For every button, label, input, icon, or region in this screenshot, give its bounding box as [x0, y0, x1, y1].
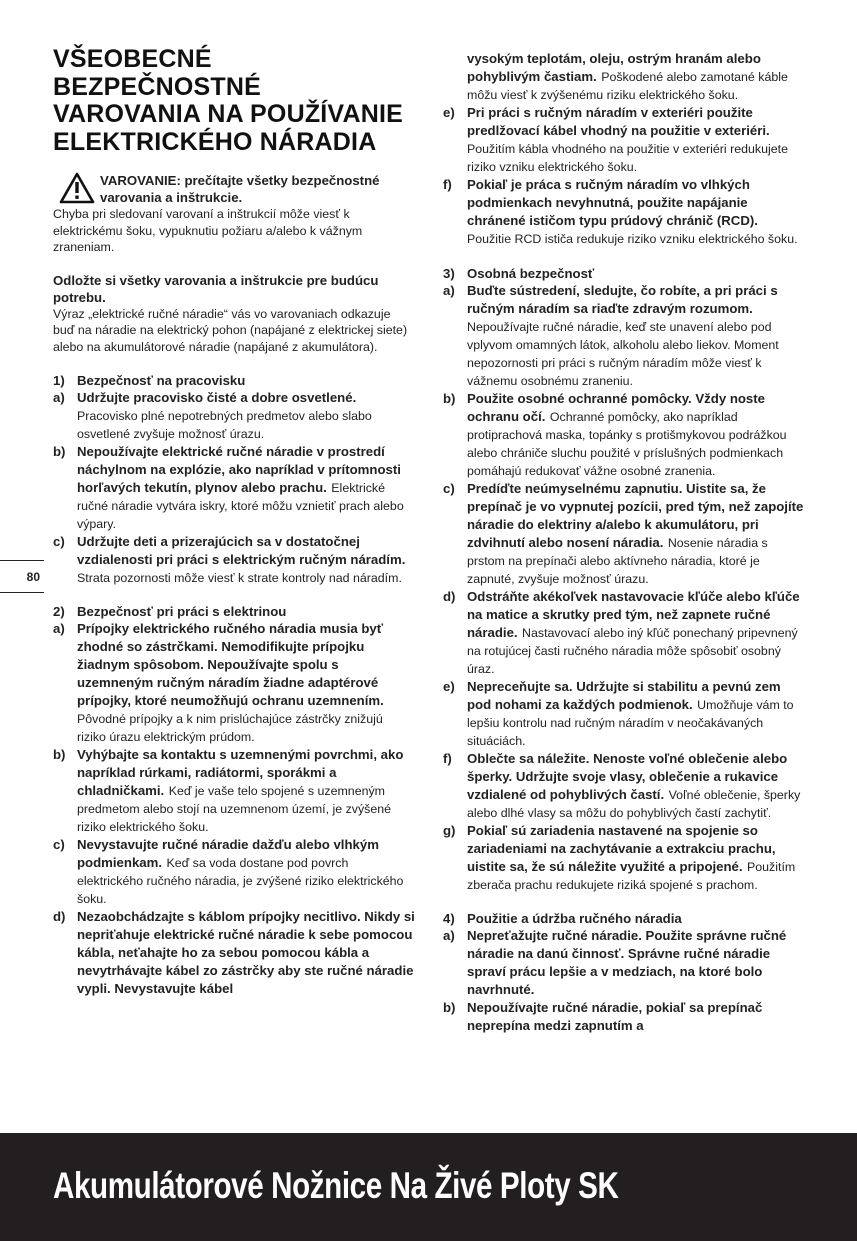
keep-heading: Odložte si všetky varovania a inštrukcie pre budúcu potrebu. [53, 272, 379, 305]
footer-bar [0, 1133, 857, 1241]
section-heading: 1) Bezpečnosť na pracovisku [53, 372, 246, 388]
list-item: f) Oblečte sa náležite. Nenoste voľné oblečenie alebo šperky. Udržujte svoje vlasy, oblečenie a rukavice vzdialené od pohyblivých častí. Voľné oblečenie, šperky alebo dlhé vlasy sa môžu do pohyblivých častí zachytiť. [443, 751, 801, 820]
list-item: a) Prípojky elektrického ručného náradia musia byť zhodné so zástrčkami. Nemodifikujte prípojku žiadnym spôsobom. Nepoužívajte spolu s uzemneným ručným náradím žiadne adaptérové prípojky, ktoré neumožňujú ochranu uzemnením. Pôvodné prípojky a k nim prislúchajúce zástrčky znižujú riziko úrazu elektrickým prúdom. [53, 620, 384, 744]
list-item: a) Nepreťažujte ručné náradie. Použite správne ručné náradie na danú činnosť. Správne ručné náradie spraví prácu lepšie a v medziach, na ktoré bolo navrhnuté. [443, 928, 787, 997]
right-column [443, 50, 805, 1035]
section-heading: 2) Bezpečnosť pri práci s elektrinou [53, 603, 287, 619]
warning-text: Chyba pri sledovaní varovaní a inštrukcií môže viesť k elektrickému šoku, vypuknutiu požiaru a/alebo k vážnym zraneniam. [53, 207, 363, 255]
list-item: c) Predíďte neúmyselnému zapnutiu. Uistite sa, že prepínač je vo vypnutej pozícii, pred tým, než zapojíte náradie do elektriny a/alebo k akumulátoru, pri zdvihnutí alebo nosení náradia. Nosenie náradia s prstom na prepínači alebo aktívneho náradia, ktoré je zapnuté, zvyšuje možnosť úrazu. [443, 481, 804, 586]
left-column [53, 46, 415, 998]
list-item: f) Pokiaľ je práca s ručným náradím vo vlhkých podmienkach nevyhnutná, použite napájanie chránené ističom typu prúdový chránič (RCD). Použitie RCD ističa redukuje riziko vzniku elektrického šoku. [443, 177, 798, 246]
list-item: e) Nepreceňujte sa. Udržujte si stabilitu a pevnú zem pod nohami za každých podmienok. Umožňuje vám to lepšiu kontrolu nad ručným náradím v neočakávaných situáciách. [443, 679, 794, 748]
page-number: 80 [0, 560, 44, 593]
list-item-continuation: vysokým teplotám, oleju, ostrým hranám alebo pohyblivým častiam. Poškodené alebo zamotané káble môžu viesť k zvýšenému riziku elektrického šoku. [467, 51, 788, 102]
list-item: b) Nepoužívajte elektrické ručné náradie v prostredí náchylnom na explózie, ako napríklad v prítomnosti horľavých tekutín, plynov alebo prachu. Elektrické ručné náradie vytvára iskry, ktoré môžu vznietiť prach alebo výpary. [53, 443, 404, 531]
list-item: g) Pokiaľ sú zariadenia nastavené na spojenie so zariadeniami na zachytávanie a extrakciu prachu, uistite sa, že sú náležite využité a pripojené. Použitím zberača prachu redukujete riziká spojené s prachom. [443, 823, 796, 892]
warning-block [53, 172, 415, 206]
section-heading: 4) Použitie a údržba ručného náradia [443, 911, 682, 926]
list-item: c) Nevystavujte ručné náradie dažďu alebo vlhkým podmienkam. Keď sa voda dostane pod povrch elektrického ručného náradia, je zvýšené riziko elektrického šoku. [53, 836, 404, 906]
list-item: a) Udržujte pracovisko čisté a dobre osvetlené. Pracovisko plné nepotrebných predmetov alebo slabo osvetlené zvyšuje možnosť úrazu. [53, 389, 372, 441]
list-item: a) Buďte sústredení, sledujte, čo robíte, a pri práci s ručným náradím sa riaďte zdravým rozumom. Nepoužívajte ručné náradie, keď ste unavení alebo pod vplyvom omamných látok, alkoholu alebo liekov. Moment nepozornosti pri práci s ručným náradím môže viesť k vážnemu osobnému zraneniu. [443, 283, 779, 388]
footer-title: Akumulátorové Nožnice Na Živé Ploty SK [53, 1165, 619, 1206]
list-item: d) Nezaobchádzajte s káblom prípojky necitlivo. Nikdy si nepriťahuje elektrické ručné náradie k sebe pomocou kábla, neťahajte ho za sebou pomocou kábla a nevytrhávajte kábel zo zástrčky aby ste ručné náradie vypli. Nevystavujte kábel [53, 908, 415, 996]
section-heading: 3) Osobná bezpečnosť [443, 266, 595, 281]
list-item: d) Odstráňte akékoľvek nastavovacie kľúče alebo kľúče na matice a skrutky pred tým, než zapnete ručné náradie. Nastavovací alebo iný kľúč ponechaný pripevnený na rotujúcej časti ručného náradia môže spôsobiť osobný úraz. [443, 589, 800, 676]
list-item: e) Pri práci s ručným náradím v exteriéri použite predlžovací kábel vhodný na použitie v exteriéri. Použitím kábla vhodného na použitie v exteriéri redukujete riziko vzniku elektrického šoku. [443, 105, 788, 174]
list-item: b) Vyhýbajte sa kontaktu s uzemnenými povrchmi, ako napríklad rúrkami, radiátormi, sporákmi a chladničkami. Keď je vaše telo spojené s uzemneným predmetom alebo stojí na uzemnenom území, je zvýšené riziko elektrického šoku. [53, 746, 404, 834]
warning-heading: VAROVANIE: prečítajte všetky bezpečnostné varovania a inštrukcie. [100, 173, 380, 205]
keep-text: Výraz „elektrické ručné náradie“ vás vo varovaniach odkazuje buď na náradie na elektrický pohon (napájané z elektrickej siete) alebo na akumulátorové náradie (napájané z akumulátora). [53, 306, 408, 354]
page-title: VŠEOBECNÉ BEZPEČNOSTNÉ VAROVANIA NA POUŽÍVANIE ELEKTRICKÉHO NÁRADIA [53, 45, 403, 156]
list-item: c) Udržujte deti a prizerajúcich sa v dostatočnej vzdialenosti pri práci s elektrickým ručným náradím. Strata pozornosti môže viesť k strate kontroly nad náradím. [53, 533, 406, 585]
warning-triangle-icon [59, 172, 95, 204]
list-item: b) Použite osobné ochranné pomôcky. Vždy noste ochranu očí. Ochranné pomôcky, ako napríklad protiprachová maska, topánky s protišmykovou podrážkou alebo chrániče sluchu použité v príslušných podmienkach pomáhajú redukovať vážne osobné zranenia. [443, 391, 787, 478]
list-item: b) Nepoužívajte ručné náradie, pokiaľ sa prepínač neprepína medzi zapnutím a [443, 1000, 763, 1033]
